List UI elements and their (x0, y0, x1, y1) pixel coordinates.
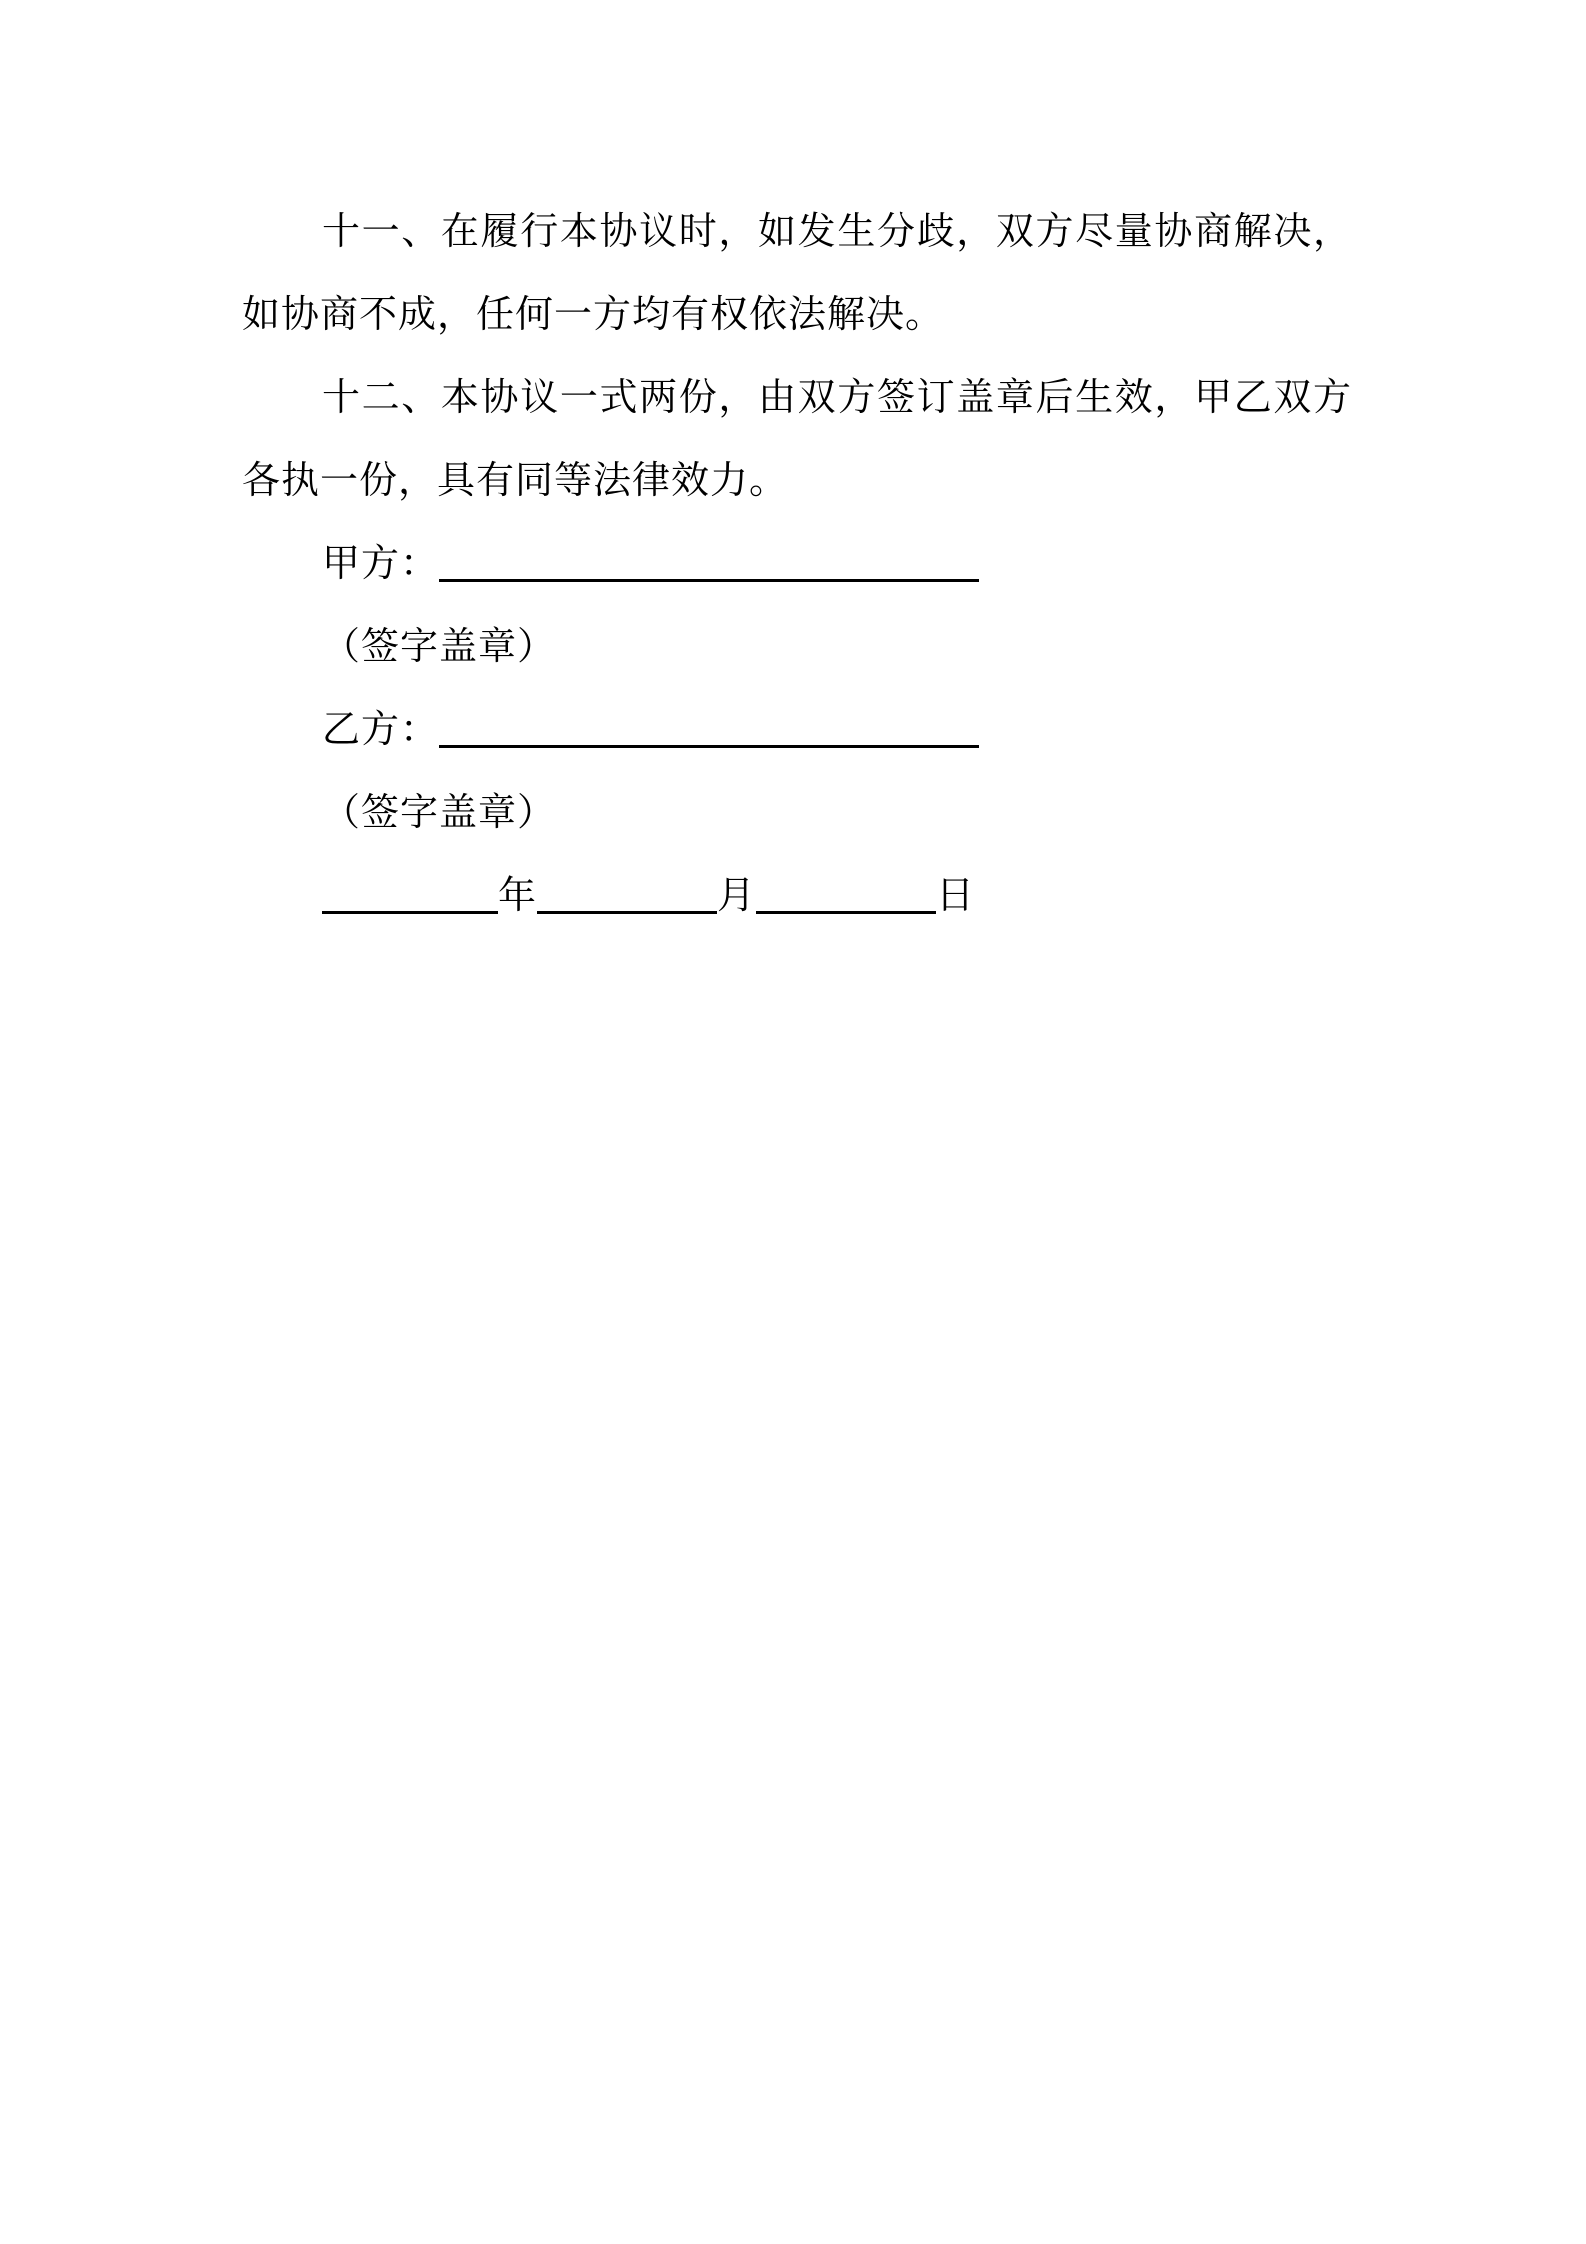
party-b-signature-line (242, 688, 1352, 771)
party-a-blank (439, 547, 979, 582)
year-blank (322, 879, 498, 914)
party-b-blank (439, 713, 979, 748)
document-body (242, 190, 1352, 937)
day-label: 日 (936, 873, 976, 917)
day-blank (756, 879, 936, 914)
date-line (242, 854, 1352, 937)
party-b-stamp-note: （签字盖章） (322, 790, 557, 834)
clause-12: 十二、本协议一式两份，由双方签订盖章后生效，甲乙双方各执一份，具有同等法律效力。 (242, 375, 1352, 502)
year-label: 年 (498, 873, 538, 917)
party-a-signature-line (242, 522, 1352, 605)
month-blank (537, 879, 717, 914)
party-b-label: 乙方： (322, 707, 440, 751)
party-a-stamp-note: （签字盖章） (322, 624, 557, 668)
month-label: 月 (717, 873, 757, 917)
clause-11: 十一、在履行本协议时，如发生分歧，双方尽量协商解决，如协商不成，任何一方均有权依法解决。 (242, 209, 1352, 336)
party-a-label: 甲方： (322, 541, 440, 585)
